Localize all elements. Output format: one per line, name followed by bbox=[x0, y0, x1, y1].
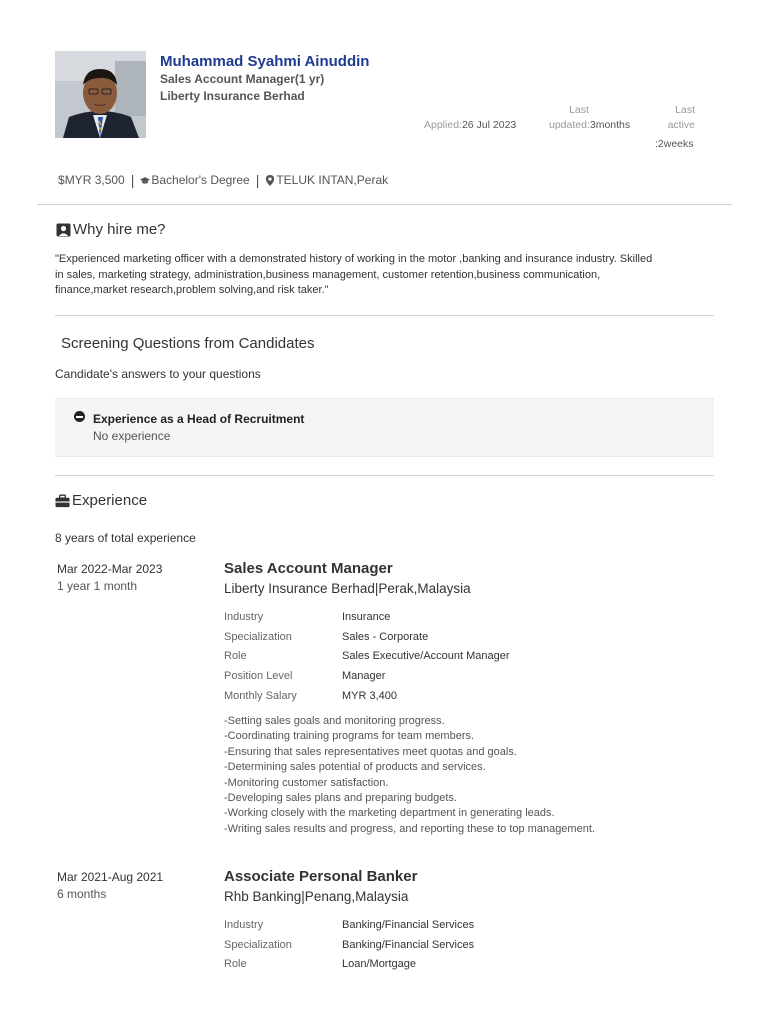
detail-value: Loan/Mortgage bbox=[342, 958, 416, 971]
applied-value: 26 Jul 2023 bbox=[461, 119, 517, 131]
detail-label: Role bbox=[224, 958, 247, 971]
detail-value: Manager bbox=[342, 669, 386, 682]
detail-value: MYR 3,400 bbox=[342, 689, 398, 702]
detail-row bbox=[224, 915, 474, 935]
briefcase-icon bbox=[55, 494, 70, 508]
screening-answer: No experience bbox=[93, 429, 171, 443]
experience-details bbox=[224, 915, 474, 974]
screening-question-card bbox=[55, 398, 714, 457]
last-updated-value: 3months bbox=[589, 119, 631, 131]
applied-label: Applied: bbox=[424, 119, 462, 131]
detail-label: Position Level bbox=[224, 669, 293, 682]
minus-circle-icon[interactable] bbox=[74, 411, 85, 422]
experience-job-title: Sales Account Manager bbox=[224, 560, 393, 577]
candidate-header bbox=[55, 51, 715, 161]
last-active-value: :2weeks bbox=[655, 138, 694, 150]
avatar-image bbox=[55, 51, 146, 138]
detail-value: Insurance bbox=[342, 610, 391, 623]
detail-row bbox=[224, 935, 474, 955]
total-experience: 8 years of total experience bbox=[55, 531, 196, 545]
dollar-icon: $ bbox=[58, 173, 65, 187]
detail-row bbox=[224, 607, 510, 627]
last-updated-label-1: Last bbox=[569, 104, 589, 116]
detail-label: Specialization bbox=[224, 938, 292, 951]
last-active-label-1: Last bbox=[675, 104, 695, 116]
why-hire-me-heading bbox=[56, 221, 166, 238]
graduation-cap-icon bbox=[140, 175, 150, 186]
experience-item bbox=[57, 870, 717, 990]
detail-label: Monthly Salary bbox=[224, 689, 297, 702]
experience-company: Rhb Banking|Penang,Malaysia bbox=[224, 889, 409, 904]
detail-row bbox=[224, 666, 510, 686]
candidate-company: Liberty Insurance Berhad bbox=[160, 89, 305, 103]
experience-heading bbox=[55, 492, 147, 509]
detail-label: Role bbox=[224, 650, 247, 663]
experience-details bbox=[224, 607, 510, 705]
candidate-name[interactable]: Muhammad Syahmi Ainuddin bbox=[160, 53, 370, 70]
candidate-location: TELUK INTAN,Perak bbox=[276, 173, 389, 187]
detail-row bbox=[224, 686, 510, 706]
experience-company: Liberty Insurance Berhad|Perak,Malaysia bbox=[224, 581, 471, 596]
divider bbox=[55, 475, 714, 476]
last-active bbox=[665, 103, 695, 133]
last-updated bbox=[549, 103, 631, 133]
expected-salary: MYR 3,500 bbox=[64, 173, 125, 187]
last-updated-label-2: updated: bbox=[549, 119, 590, 131]
detail-value: Banking/Financial Services bbox=[342, 918, 475, 931]
detail-value: Sales Executive/Account Manager bbox=[342, 650, 510, 663]
detail-label: Industry bbox=[224, 918, 264, 931]
why-hire-me-text: "Experienced marketing officer with a demonstrated history of working in the motor ,banking and insurance industry. Skilled in sales, marketing strategy, administration,business management, customer retention,business communication, finance,market research,problem solving,and risk taker." bbox=[55, 253, 653, 296]
experience-title: Experience bbox=[72, 492, 148, 509]
experience-item bbox=[57, 562, 717, 842]
candidate-facts bbox=[58, 172, 388, 188]
screening-question: Experience as a Head of Recruitment bbox=[93, 412, 305, 426]
screening-heading: Screening Questions from Candidates bbox=[61, 335, 315, 352]
location-pin-icon bbox=[265, 175, 275, 186]
detail-row bbox=[224, 646, 510, 666]
separator: | bbox=[255, 172, 260, 188]
last-updated-line-2 bbox=[549, 118, 631, 133]
separator: | bbox=[130, 172, 135, 188]
divider bbox=[37, 204, 732, 205]
last-active-label-2: active bbox=[667, 119, 695, 131]
experience-dates: Mar 2022-Mar 2023 bbox=[57, 562, 163, 576]
screening-subtitle: Candidate's answers to your questions bbox=[55, 367, 261, 381]
detail-row bbox=[224, 627, 510, 647]
education-level: Bachelor's Degree bbox=[151, 173, 250, 187]
experience-duration: 6 months bbox=[57, 887, 107, 901]
divider bbox=[55, 315, 714, 316]
experience-job-title: Associate Personal Banker bbox=[224, 868, 418, 885]
detail-value: Banking/Financial Services bbox=[342, 938, 475, 951]
candidate-photo bbox=[55, 51, 146, 138]
detail-label: Specialization bbox=[224, 630, 292, 643]
person-badge-icon bbox=[56, 223, 71, 237]
experience-dates: Mar 2021-Aug 2021 bbox=[57, 870, 164, 884]
applied-date bbox=[424, 118, 516, 133]
candidate-job-title: Sales Account Manager(1 yr) bbox=[160, 72, 325, 86]
detail-value: Sales - Corporate bbox=[342, 630, 429, 643]
detail-label: Industry bbox=[224, 610, 264, 623]
experience-responsibilities: -Setting sales goals and monitoring progress. -Coordinating training programs for team members. -Ensuring that sales representatives meet quotas and goals. -Determining sales potential of products and services. -Monitoring customer satisfaction. -Developing sales plans and preparing budgets. -Working closely with the marketing department in generating leads. -Writing sales results and progress, and reporting these to top management. bbox=[224, 715, 595, 835]
detail-row bbox=[224, 954, 474, 974]
experience-duration: 1 year 1 month bbox=[57, 579, 138, 593]
why-hire-me-title: Why hire me? bbox=[73, 221, 166, 238]
